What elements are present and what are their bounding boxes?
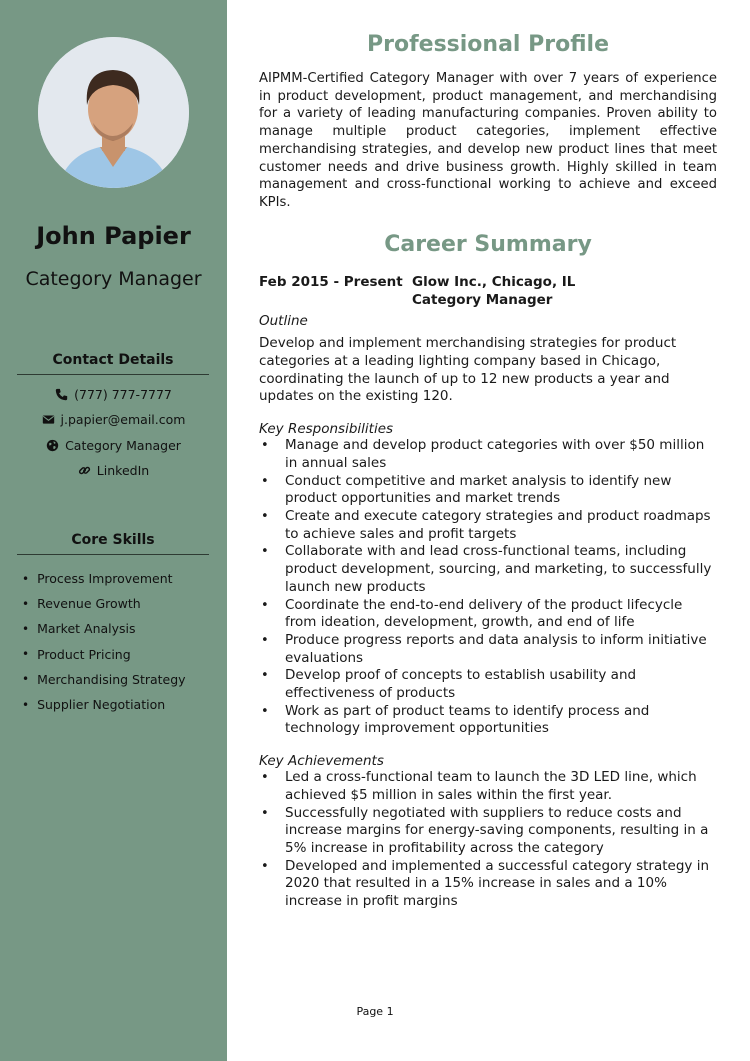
list-item: • Coordinate the end-to-end delivery of the product lifecycle from ideation, development, growth, and end of life xyxy=(259,597,717,632)
contact-email xyxy=(0,407,227,432)
list-item: • Create and execute category strategies and product roadmaps to achieve sales and profit targets xyxy=(259,508,717,543)
skill-item: • Market Analysis xyxy=(22,616,186,641)
list-item: • Led a cross-functional team to launch the 3D LED line, which achieved $5 million in sales within the first year. xyxy=(259,769,717,804)
skills-heading: Core Skills xyxy=(17,532,209,555)
contact-heading: Contact Details xyxy=(17,352,209,375)
profile-photo xyxy=(38,37,189,188)
outline-text: Develop and implement merchandising strategies for product categories at a leading lighting company based in Chicago, coordinating the launch of up to 12 new products a year and updates on the existing 120. xyxy=(259,335,677,405)
list-item: • Collaborate with and lead cross-functional teams, including product development, sourcing, and marketing, to successfully launch new products xyxy=(259,543,717,596)
contact-linkedin xyxy=(0,458,227,483)
skill-item: • Revenue Growth xyxy=(22,591,186,616)
career-body xyxy=(259,313,717,911)
contact-website xyxy=(0,433,227,458)
contact-linkedin-text[interactable]: LinkedIn xyxy=(96,463,150,479)
profile-text: AIPMM-Certified Category Manager with over 7 years of experience in product development, product management, and merchandising for a variety of leading manufacturing companies. Proven ability to manage multiple product categories, implement effective merchandising strategies, and develop new product lines that meet customer needs and drive business growth. Highly skilled in team management and cross-functional working to achieve and exceed KPIs. xyxy=(259,71,717,210)
globe-icon xyxy=(46,439,59,452)
outline-label: Outline xyxy=(259,313,308,329)
career-heading: Career Summary xyxy=(384,232,592,257)
responsibilities-label: Key Responsibilities xyxy=(259,421,394,438)
contact-phone xyxy=(0,382,227,407)
responsibilities-list xyxy=(259,437,717,738)
achievements-label: Key Achievements xyxy=(259,753,384,770)
phone-icon xyxy=(55,388,68,401)
list-item: • Work as part of product teams to identify process and technology improvement opportunities xyxy=(259,703,717,738)
contact-email-text[interactable]: j.papier@email.com xyxy=(60,412,186,428)
contact-website-text[interactable]: Category Manager xyxy=(65,437,181,453)
job-company: Glow Inc., Chicago, IL xyxy=(412,274,576,290)
list-item: • Successfully negotiated with suppliers to reduce costs and increase margins for energy-saving components, resulting in a 5% increase in profitability across the category xyxy=(259,805,717,858)
list-item: • Developed and implemented a successful category strategy in 2020 that resulted in a 15% increase in sales and a 10% increase in profit margins xyxy=(259,858,717,911)
skill-item: • Supplier Negotiation xyxy=(22,692,186,717)
avatar xyxy=(38,37,189,188)
list-item: • Produce progress reports and data analysis to inform initiative evaluations xyxy=(259,632,717,667)
skill-item: • Process Improvement xyxy=(22,566,186,591)
list-item: • Manage and develop product categories with over $50 million in annual sales xyxy=(259,437,717,472)
contact-list xyxy=(0,382,227,483)
job-role: Category Manager xyxy=(412,292,553,308)
profile-heading: Professional Profile xyxy=(367,32,609,57)
job-date: Feb 2015 - Present xyxy=(259,274,403,290)
achievements-list xyxy=(259,769,717,911)
candidate-name: John Papier xyxy=(36,222,191,250)
skill-item: • Merchandising Strategy xyxy=(22,667,186,692)
list-item: • Conduct competitive and market analysis to identify new product opportunities and market trends xyxy=(259,473,717,508)
link-icon xyxy=(78,464,91,477)
page-number: Page 1 xyxy=(356,1005,394,1018)
sidebar xyxy=(0,0,227,1061)
skills-list xyxy=(22,566,186,717)
contact-phone-text: (777) 777-7777 xyxy=(74,387,172,403)
skill-item: • Product Pricing xyxy=(22,642,186,667)
envelope-icon xyxy=(42,413,55,426)
candidate-title: Category Manager xyxy=(25,268,202,290)
list-item: • Develop proof of concepts to establish usability and effectiveness of products xyxy=(259,667,717,702)
